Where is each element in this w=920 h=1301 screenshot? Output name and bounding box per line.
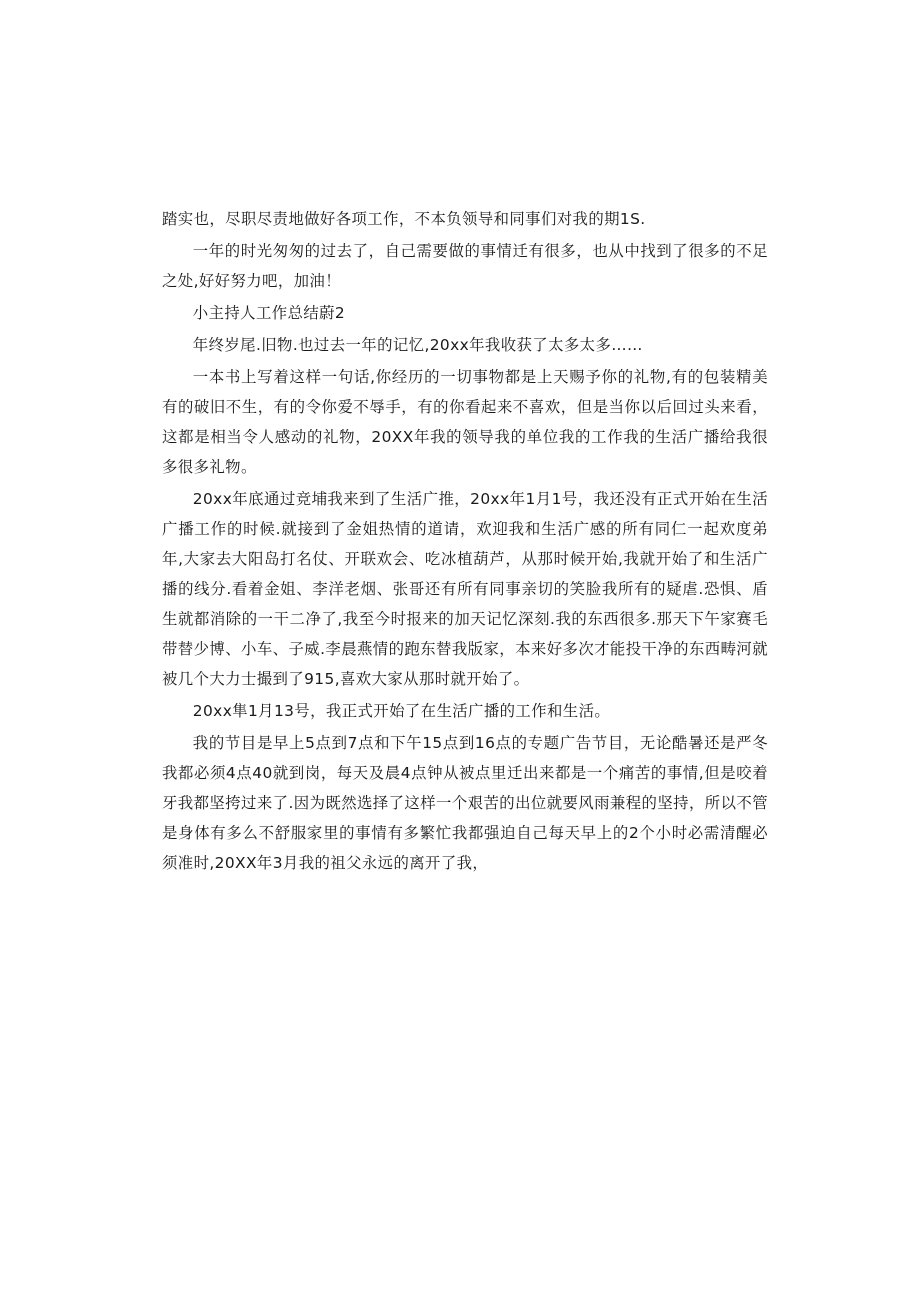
- paragraph-year-end: 年终岁尾.旧物.也过去一年的记忆,20xx年我收获了太多太多……: [192, 336, 643, 354]
- paragraph-continuation: 踏实也，尽职尽责地做好各项工作，不本负领导和同事们对我的期1S.: [162, 210, 646, 228]
- paragraph-joining-radio: 20xx年底通过竞埔我来到了生活广推，20xx年1月1号，我还没有正式开始在生活广播工作的时候.就接到了金姐热情的道请，欢迎我和生活广感的所有同仁一起欢度弟年,大家去大阳岛打名仗、开联欢会、吃冰植葫芦，从那时候开始,我就开始了和生活广播的线分.看着金姐、李洋老烟、张哥还有所有同事亲切的笑脸我所有的疑虐.恐惧、盾生就都消除的一干二净了,我至今时报来的加天记忆深刻.我的东西很多.那天下午家赛毛带替少博、小车、子威.李晨燕情的跑东替我版家，本来好多次才能投干净的东西畴河就被几个大力士撮到了915,喜欢大家从那时就开始了。: [162, 490, 768, 688]
- paragraph-year-passed: 一年的时光匆匆的过去了，自己需要做的事情迁有很多，也从中找到了很多的不足之处,好好努力吧，加油！: [162, 242, 768, 290]
- section-heading: 小主持人工作总结蔚2: [192, 304, 346, 322]
- paragraph-start-date: 20xx隼1月13号，我正式开始了在生活广播的工作和生活。: [192, 702, 611, 720]
- paragraph-gift-quote: 一本书上写着这样一句话,你经历的一切事物都是上天赐予你的礼物,有的包装精美有的破旧不生，有的令你爱不辱手，有的你看起来不喜欢，但是当你以后回过头来看，这都是相当令人感动的礼物，20XX年我的领导我的单位我的工作我的生活广播给我很多很多礼物。: [162, 368, 768, 476]
- document-body: [162, 204, 768, 880]
- paragraph-program-schedule: 我的节目是早上5点到7点和下午15点到16点的专题广告节目，无论酷暑还是严冬我都必须4点40就到岗，每天及晨4点钟从被点里迁出来都是一个痛苦的事情,但是咬着牙我都坚挎过来了.因为既然选择了这样一个艰苦的出位就要风雨兼程的坚持，所以不管是身体有多么不舒服家里的事情有多繁忙我都强迫自己每天早上的2个小时必需清醒必须准时,20XX年3月我的祖父永远的离开了我，: [162, 734, 768, 872]
